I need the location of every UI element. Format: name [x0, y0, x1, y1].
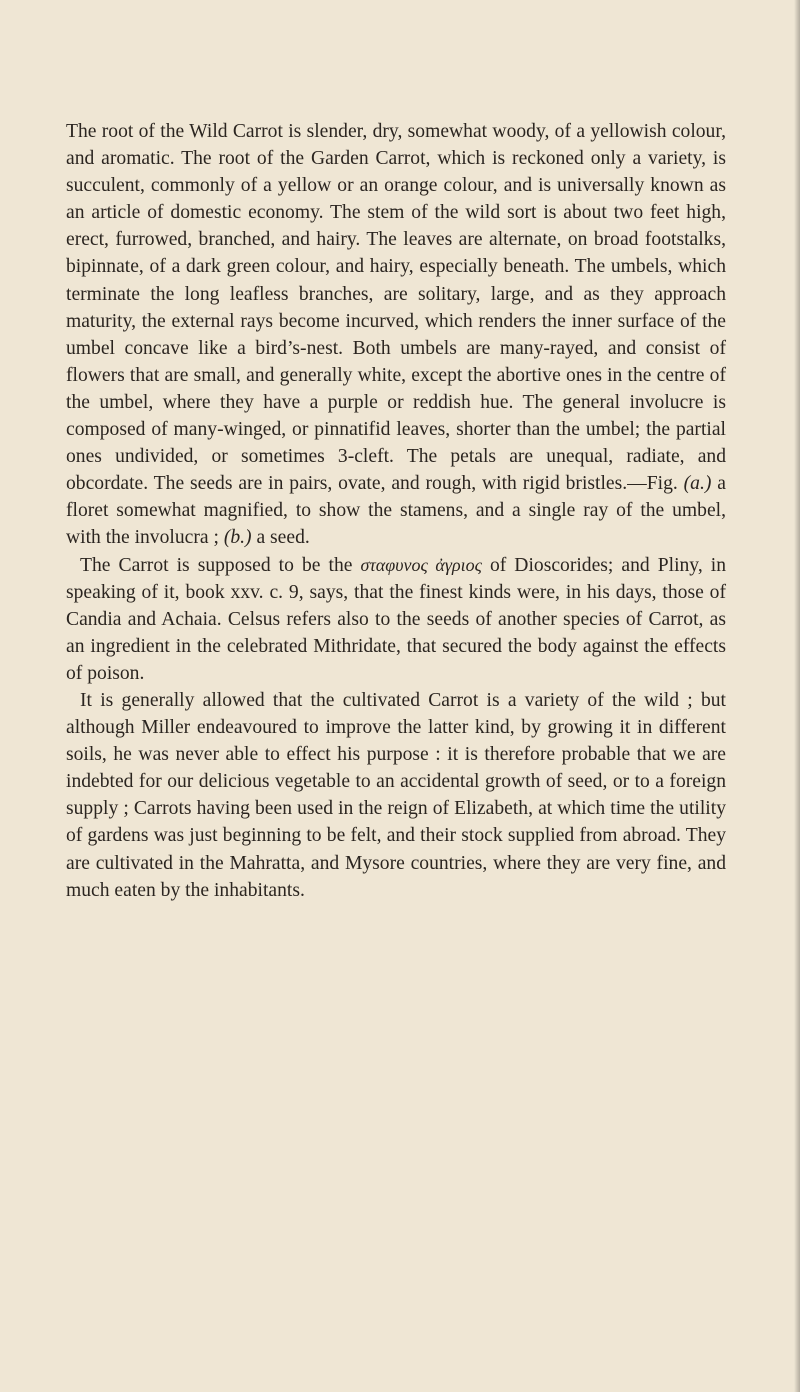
figure-a-label: (a.): [683, 473, 712, 495]
paragraph-description-text: The root of the Wild Carrot is slender, dry, somewhat woody, of a yellowish colour, and aromatic. The root of the Garden Carrot, which is reckoned only a variety, is succulent, commonly of a yellow or an orange colour, and is universally known as an article of domestic economy. The stem of the wild sort is about two feet high, erect, furrowed, branched, and hairy. The leaves are alternate, on broad footstalks, bipinnate, of a dark green colour, and hairy, especially beneath. The umbels, which terminate the long leafless branches, are solitary, large, and as they approach maturity, the external rays become incurved, which renders the inner surface of the umbel concave like a bird’s-nest. Both umbels are many-rayed, and consist of flowers that are small, and generally white, except the abortive ones in the centre of the umbel, where they have a purple or reddish hue. The general involucre is composed of many-winged, or pinnatifid leaves, shorter than the umbel; the partial ones undivided, or sometimes 3-cleft. The petals are unequal, radiate, and obcordate. The seeds are in pairs, ovate, and rough, with rigid bristles.—Fig.: [66, 121, 726, 495]
paragraph-history-start: The Carrot is supposed to be the: [80, 554, 361, 576]
page-edge-shadow: [794, 0, 800, 1392]
paragraph-cultivation: [66, 687, 726, 904]
figure-b-caption: a seed.: [251, 527, 310, 549]
paragraph-description: [66, 118, 726, 552]
figure-b-label: (b.): [223, 527, 252, 549]
paragraph-history: [66, 552, 726, 687]
page-text: [66, 118, 726, 904]
paragraph-history-rest: of Dioscorides; and Pliny, in speaking of it, book xxv. c. 9, says, that the finest kinds were, in his days, those of Candia and Achaia. Celsus refers also to the seeds of another species of Carrot, as an ingredient in the celebrated Mithridate, that secured the body against the effects of poison.: [66, 554, 727, 684]
figure-a-caption: a floret somewhat magnified, to show the stamens, and a single ray of the umbel, with the involucra ;: [66, 473, 726, 549]
greek-name: σταφυνος ἀγριος: [360, 554, 482, 575]
paragraph-cultivation-text: It is generally allowed that the cultivated Carrot is a variety of the wild ; but although Miller endeavoured to improve the latter kind, by growing it in different soils, he was never able to effect his purpose : it is therefore probable that we are indebted for our delicious vegetable to an accidental growth of seed, or to a foreign supply ; Carrots having been used in the reign of Elizabeth, at which time the utility of gardens was just beginning to be felt, and their stock supplied from abroad. They are cultivated in the Mahratta, and Mysore countries, where they are very fine, and much eaten by the inhabitants.: [66, 689, 726, 901]
